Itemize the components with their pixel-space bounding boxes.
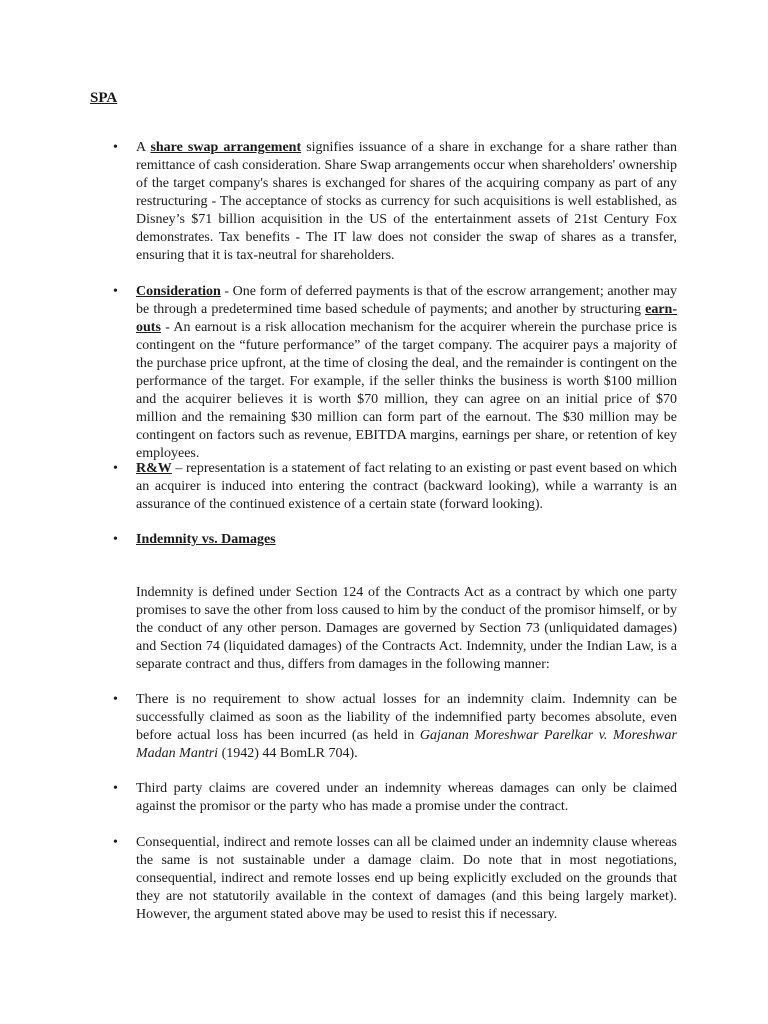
bullet-icon: • <box>113 284 118 299</box>
item-text: - One form of deferred payments is that of the escrow arrangement; another may be through a predetermined time based schedule of payments; and another by structuring <box>136 284 677 317</box>
list-item-indemnity <box>136 531 677 549</box>
item-text: – representation is a statement of fact relating to an existing or past event based on which an acquirer is induced into entering the contract (backward looking), while a warranty is an assurance of the continued existence of a certain state (forward looking). <box>136 461 677 512</box>
list-item-share-swap <box>136 139 677 265</box>
list-item-rw <box>136 460 677 514</box>
item-text: - An earnout is a risk allocation mechanism for the acquirer wherein the purchase price is contingent on the “future performance” of the target company. The acquirer pays a majority of the purchase price upfront, at the time of closing the deal, and the remainder is contingent on the performance of the target. For example, if the seller thinks the business is worth $100 million and the acquirer believes it is worth $70 million, they can agree on an initial price of $70 million and the remaining $30 million can form part of the earnout. The $30 million may be contingent on factors such as revenue, EBITDA margins, earnings per share, or retention of key employees. <box>136 320 677 461</box>
term-consideration: Consideration <box>136 284 221 299</box>
term-rw: R&W <box>136 461 172 476</box>
bullet-icon: • <box>113 461 118 476</box>
list-item-no-actual-loss <box>136 691 677 763</box>
term-share-swap: share swap arrangement <box>150 140 302 155</box>
case-name: Gajanan Moreshwar Parelkar v. Moreshwar Madan Mantri <box>136 728 677 761</box>
list-item-third-party: Third party claims are covered under an indemnity whereas damages can only be claimed against the promisor or the party who has made a promise under the contract. <box>136 781 677 814</box>
term-indemnity-vs-damages: Indemnity vs. Damages <box>136 532 276 547</box>
bullet-icon: • <box>113 140 118 155</box>
item-text: signifies issuance of a share in exchange for a share rather than remittance of cash consideration. Share Swap arrangements occur when shareholders' ownership of the target company's shares is exchanged for shares of the acquiring company as part of any restructuring - The acceptance of stocks as currency for such acquisitions is well established, as Disney’s $71 billion acquisition in the US of the entertainment assets of 21st Century Fox demonstrates. Tax benefits - The IT law does not consider the swap of shares as a transfer, ensuring that it is tax-neutral for shareholders. <box>136 140 677 263</box>
bullet-icon: • <box>113 692 118 707</box>
term-earn-outs: earn-outs <box>136 302 677 335</box>
case-citation: (1942) 44 BomLR 704). <box>218 746 358 761</box>
item-lead: A <box>136 140 151 155</box>
bullet-icon: • <box>113 835 118 850</box>
indemnity-paragraph: Indemnity is defined under Section 124 of the Contracts Act as a contract by which one party promises to save the other from loss caused to him by the conduct of the promisor himself, or by the conduct of any other person. Damages are governed by Section 73 (unliquidated damages) and Section 74 (liquidated damages) of the Contracts Act. Indemnity, under the Indian Law, is a separate contract and thus, differs from damages in the following manner: <box>136 585 677 672</box>
item-text: There is no requirement to show actual losses for an indemnity claim. Indemnity can be successfully claimed as soon as the liability of the indemnified party becomes absolute, even before actual loss has been incurred (as held in <box>136 692 677 743</box>
bullet-icon: • <box>113 781 118 796</box>
bullet-icon: • <box>113 532 118 547</box>
list-item-consequential: Consequential, indirect and remote losses can all be claimed under an indemnity clause whereas the same is not sustainable under a damage claim. Do note that in most negotiations, consequential, indirect and remote losses end up being explicitly excluded on the grounds that they are not statutorily available in the context of damages (and this being largely market). However, the argument stated above may be used to resist this if necessary. <box>136 835 677 922</box>
list-item-consideration <box>136 283 677 463</box>
page-title: SPA <box>90 90 118 106</box>
